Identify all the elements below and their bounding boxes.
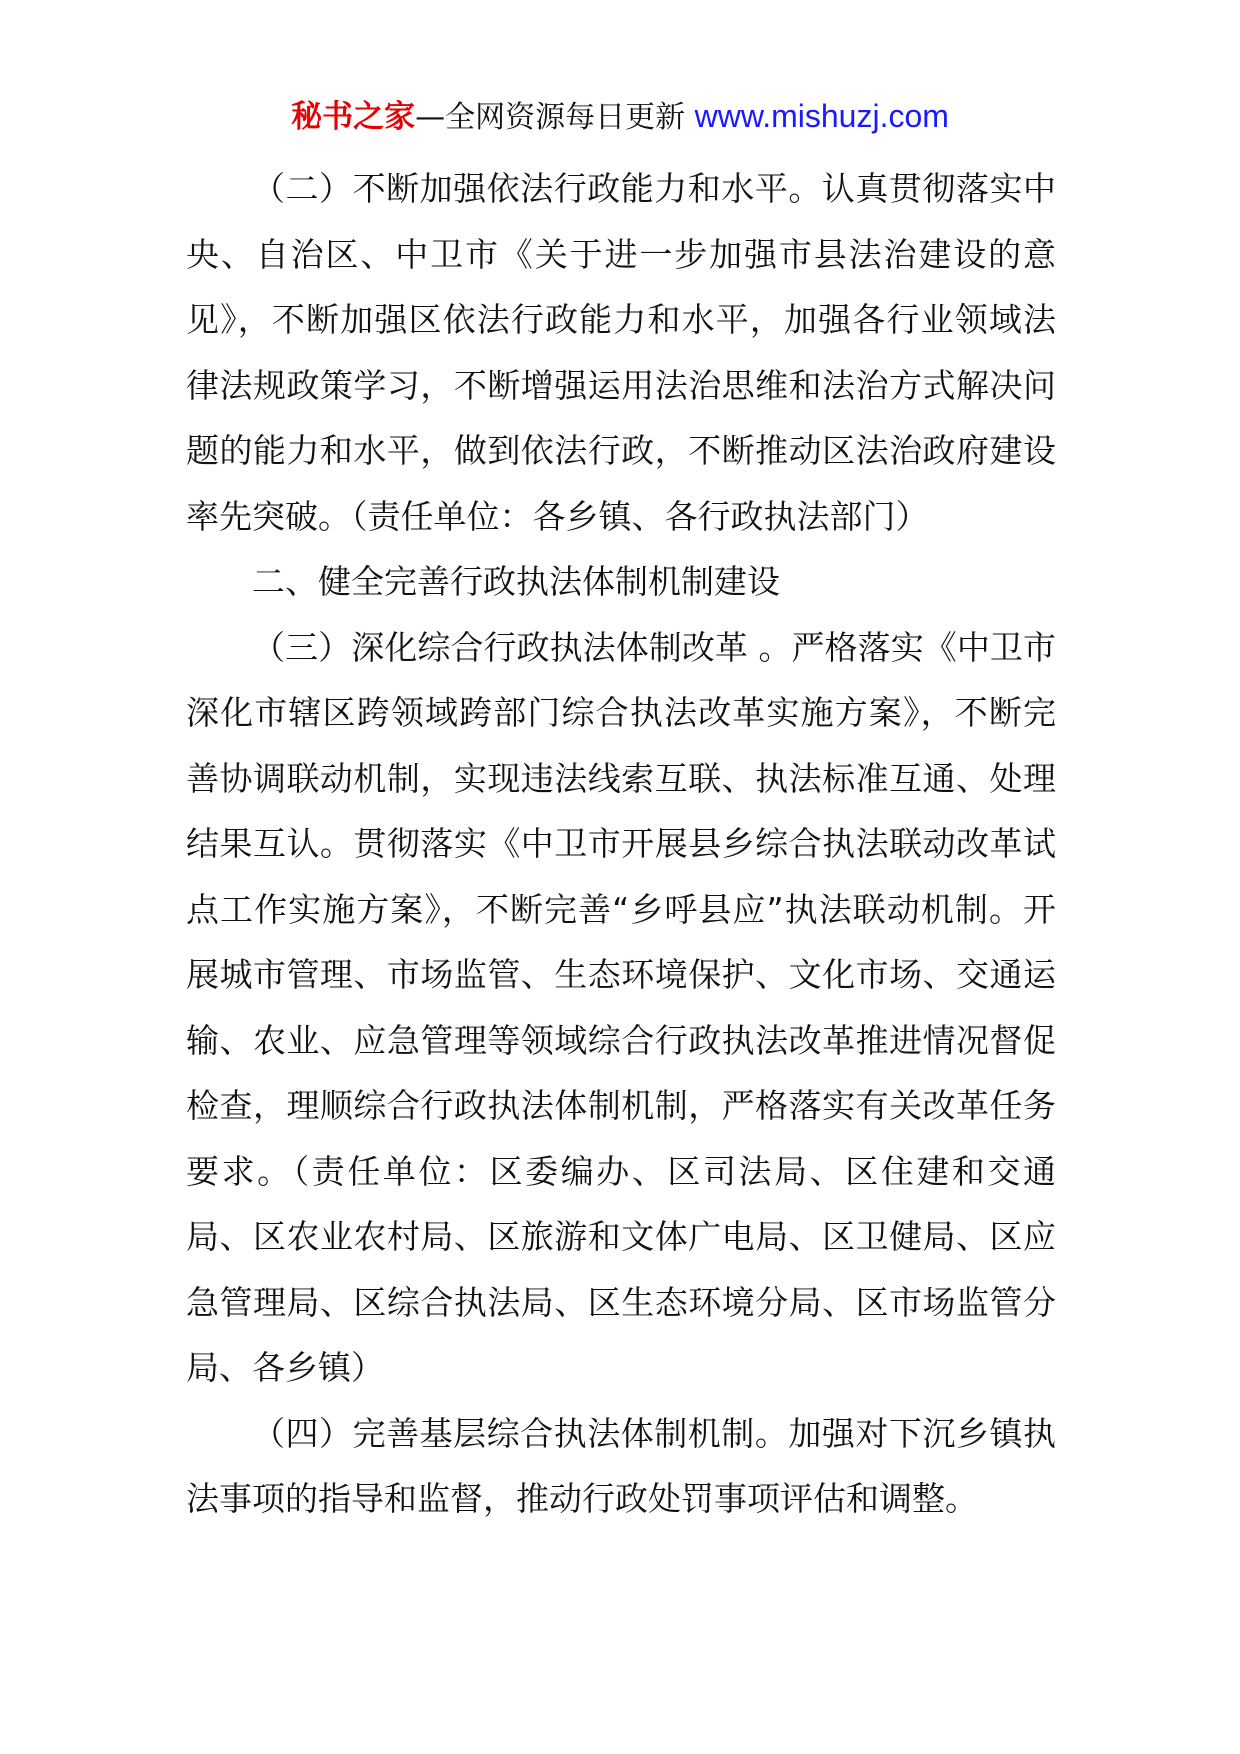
- site-brand: 秘书之家: [291, 99, 416, 135]
- paragraph-3-reform: （三）深化综合行政执法体制改革 。严格落实《中卫市深化市辖区跨领域跨部门综合执法改革实施方案》，不断完善协调联动机制，实现违法线索互联、执法标准互通、处理结果互认。贯彻落实《中卫市开展县乡综合执法联动改革试点工作实施方案》，不断完善“乡呼县应”执法联动机制。开展城市管理、市场监管、生态环境保护、文化市场、交通运输、农业、应急管理等领域综合行政执法改革推进情况督促检查，理顺综合行政执法体制机制，严格落实有关改革任务要求。（责任单位：区委编办、区司法局、区住建和交通局、区农业农村局、区旅游和文体广电局、区卫健局、区应急管理局、区综合执法局、区生态环境分局、区市场监管分局、各乡镇）: [186, 627, 1056, 1387]
- paragraph-2-admin-capacity: （二）不断加强依法行政能力和水平。认真贯彻落实中央、自治区、中卫市《关于进一步加强市县法治建设的意见》，不断加强区依法行政能力和水平，加强各行业领域法律法规政策学习，不断增强运用法治思维和法治方式解决问题的能力和水平，做到依法行政，不断推动区法治政府建设率先突破。（责任单位：各乡镇、各行政执法部门）: [186, 169, 1056, 536]
- section-heading-2: 二、健全完善行政执法体制机制建设: [252, 562, 780, 601]
- site-header: [0, 96, 1240, 138]
- site-tagline: —全网资源每日更新: [415, 100, 695, 135]
- site-url-link[interactable]: www.mishuzj.com: [694, 98, 949, 134]
- document-body: [186, 156, 1056, 1532]
- paragraph-4-grassroots: （四）完善基层综合执法体制机制。加强对下沉乡镇执法事项的指导和监督，推动行政处罚事项评估和调整。: [186, 1413, 1056, 1518]
